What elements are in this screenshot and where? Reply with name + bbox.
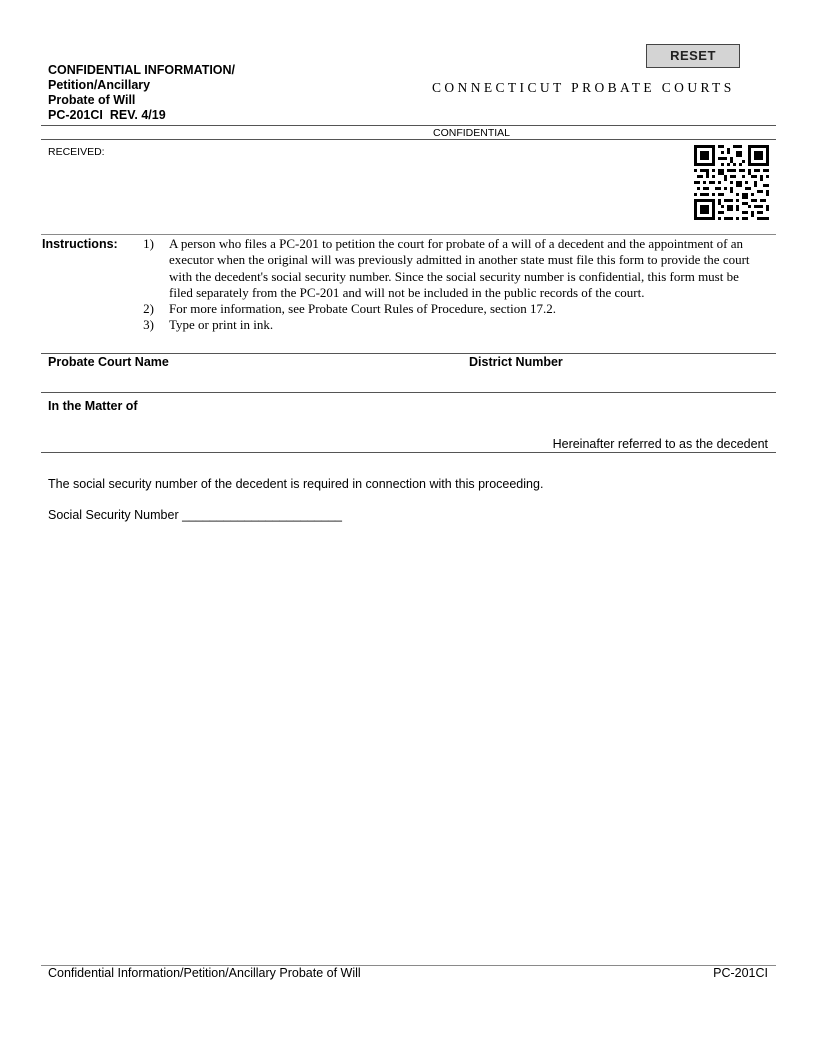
list-item-text: Type or print in ink. — [169, 317, 274, 333]
reset-button[interactable]: RESET — [646, 44, 740, 68]
ssn-input[interactable]: _______________________ — [182, 508, 342, 522]
ssn-line — [48, 508, 342, 522]
form-title-line: Probate of Will — [48, 93, 136, 107]
list-item — [132, 236, 762, 301]
ssn-statement: The social security number of the decedent is required in connection with this proceeding. — [48, 477, 544, 491]
section-divider — [41, 392, 776, 393]
received-label: RECEIVED: — [48, 146, 105, 158]
list-item — [132, 317, 762, 333]
ssn-label: Social Security Number — [48, 508, 179, 522]
list-item-number: 1) — [143, 236, 154, 251]
form-title-line: CONFIDENTIAL INFORMATION/ — [48, 63, 236, 77]
section-divider — [41, 234, 776, 235]
section-divider — [41, 452, 776, 453]
decedent-note: Hereinafter referred to as the decedent — [552, 437, 768, 451]
district-number-label: District Number — [469, 355, 563, 369]
instructions-list — [132, 236, 762, 334]
form-number: PC-201CI REV. 4/19 — [48, 108, 166, 122]
decedent-name-field[interactable] — [48, 416, 768, 434]
list-item-number: 3) — [143, 317, 154, 333]
district-number-field[interactable] — [469, 372, 759, 390]
list-item-text: A person who files a PC-201 to petition the court for probate of a will of a decedent and the appointment of an executor when the original will was previously admitted in another state must file this form to provide the court with the decedent's social security number. Since the social security number is confidential, this form must be filed separately from the PC-201 and will not be included in the public records of the court. — [169, 236, 750, 300]
in-the-matter-of-label: In the Matter of — [48, 399, 138, 413]
header-divider — [41, 125, 776, 126]
confidential-label: CONFIDENTIAL — [433, 127, 511, 139]
list-item-text: For more information, see Probate Court Rules of Procedure, section 17.2. — [169, 301, 557, 317]
form-title — [48, 63, 235, 123]
form-title-line: Petition/Ancillary — [48, 78, 151, 92]
courts-name: CONNECTICUT PROBATE COURTS — [432, 80, 735, 95]
instructions-label: Instructions: — [42, 237, 118, 251]
probate-court-name-label: Probate Court Name — [48, 355, 169, 369]
footer-form-number: PC-201CI — [713, 966, 768, 980]
qr-code-icon — [694, 145, 769, 220]
probate-court-name-field[interactable] — [48, 372, 448, 390]
section-divider — [41, 353, 776, 354]
header-divider — [41, 139, 776, 140]
list-item-number: 2) — [143, 301, 154, 317]
list-item — [132, 301, 762, 317]
footer-title: Confidential Information/Petition/Ancillary Probate of Will — [48, 966, 361, 980]
